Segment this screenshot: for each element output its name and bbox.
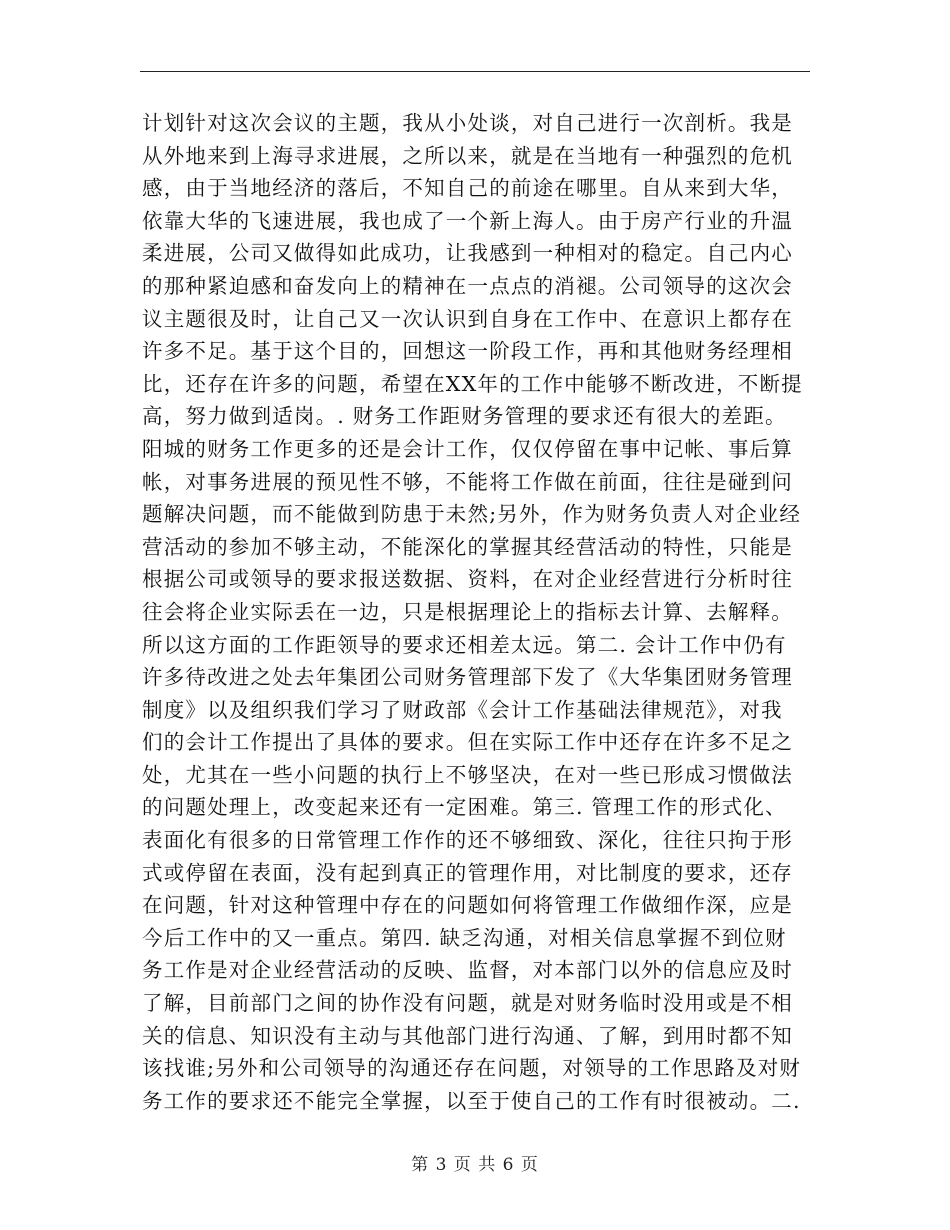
text-line: 务工作是对企业经营活动的反映、监督，对本部门以外的信息应及时 xyxy=(142,958,793,983)
text-line: 式或停留在表面，没有起到真正的管理作用，对比制度的要求，还存 xyxy=(142,860,793,885)
text-line: 帐，对事务进展的预见性不够，不能将工作做在前面，往往是碰到问 xyxy=(142,469,793,494)
text-line: 柔进展，公司又做得如此成功，让我感到一种相对的稳定。自己内心 xyxy=(142,241,793,266)
text-line: 计划针对这次会议的主题，我从小处谈，对自己进行一次剖析。我是 xyxy=(142,111,793,135)
text-line: 依靠大华的飞速进展，我也成了一个新上海人。由于房产行业的升温 xyxy=(142,208,793,233)
text-line: 议主题很及时，让自己又一次认识到自身在工作中、在意识上都存在 xyxy=(142,306,793,331)
text-line: 处，尤其在一些小问题的执行上不够坚决，在对一些已形成习惯做法 xyxy=(142,762,793,787)
text-line: 们的会计工作提出了具体的要求。但在实际工作中还存在许多不足之 xyxy=(142,730,793,755)
text-line: 务工作的要求还不能完全掌握，以至于使自己的工作有时很被动。二. xyxy=(142,1088,801,1113)
text-line: 营活动的参加不够主动，不能深化的掌握其经营活动的特性，只能是 xyxy=(142,534,793,559)
text-line: 该找谁;另外和公司领导的沟通还存在问题，对领导的工作思路及对财 xyxy=(142,1056,802,1081)
text-line: 在问题，针对这种管理中存在的问题如何将管理工作做细作深，应是 xyxy=(142,893,793,918)
header-rule xyxy=(140,71,810,72)
text-line: 高，努力做到适岗。. 财务工作距财务管理的要求还有很大的差距。 xyxy=(142,404,787,429)
text-line: 今后工作中的又一重点。第四. 缺乏沟通，对相关信息掌握不到位财 xyxy=(142,925,787,950)
text-line: 许多不足。基于这个目的，回想这一阶段工作，再和其他财务经理相 xyxy=(142,339,793,364)
text-line: 关的信息、知识没有主动与其他部门进行沟通、了解，到用时都不知 xyxy=(142,1023,793,1048)
body-text xyxy=(142,107,822,1117)
text-line: 往会将企业实际丢在一边，只是根据理论上的指标去计算、去解释。 xyxy=(142,599,793,624)
text-line: 比，还存在许多的问题，希望在XX年的工作中能够不断改进，不断提 xyxy=(142,371,803,396)
text-line: 从外地来到上海寻求进展，之所以来，就是在当地有一种强烈的危机 xyxy=(142,143,793,168)
text-line: 所以这方面的工作距领导的要求还相差太远。第二. 会计工作中仍有 xyxy=(142,632,787,657)
text-line: 感，由于当地经济的落后，不知自己的前途在哪里。自从来到大华， xyxy=(142,176,793,201)
text-line: 的问题处理上，改变起来还有一定困难。第三. 管理工作的形式化、 xyxy=(142,795,787,820)
text-line: 了解，目前部门之间的协作没有问题，就是对财务临时没用或是不相 xyxy=(142,991,793,1016)
text-line: 许多待改进之处去年集团公司财务管理部下发了《大华集团财务管理 xyxy=(142,665,793,690)
text-line: 表面化有很多的日常管理工作作的还不够细致、深化，往往只拘于形 xyxy=(142,828,793,853)
page-footer xyxy=(0,1154,950,1176)
text-line: 根据公司或领导的要求报送数据、资料，在对企业经营进行分析时往 xyxy=(142,567,793,592)
text-line: 的那种紧迫感和奋发向上的精神在一点点的消褪。公司领导的这次会 xyxy=(142,273,793,298)
page-number-label: 第 3 页 共 6 页 xyxy=(411,1155,539,1175)
text-line: 阳城的财务工作更多的还是会计工作，仅仅停留在事中记帐、事后算 xyxy=(142,436,793,461)
text-line: 题解决问题，而不能做到防患于未然;另外，作为财务负责人对企业经 xyxy=(142,502,802,527)
text-line: 制度》以及组织我们学习了财政部《会计工作基础法律规范》，对我 xyxy=(142,697,783,722)
